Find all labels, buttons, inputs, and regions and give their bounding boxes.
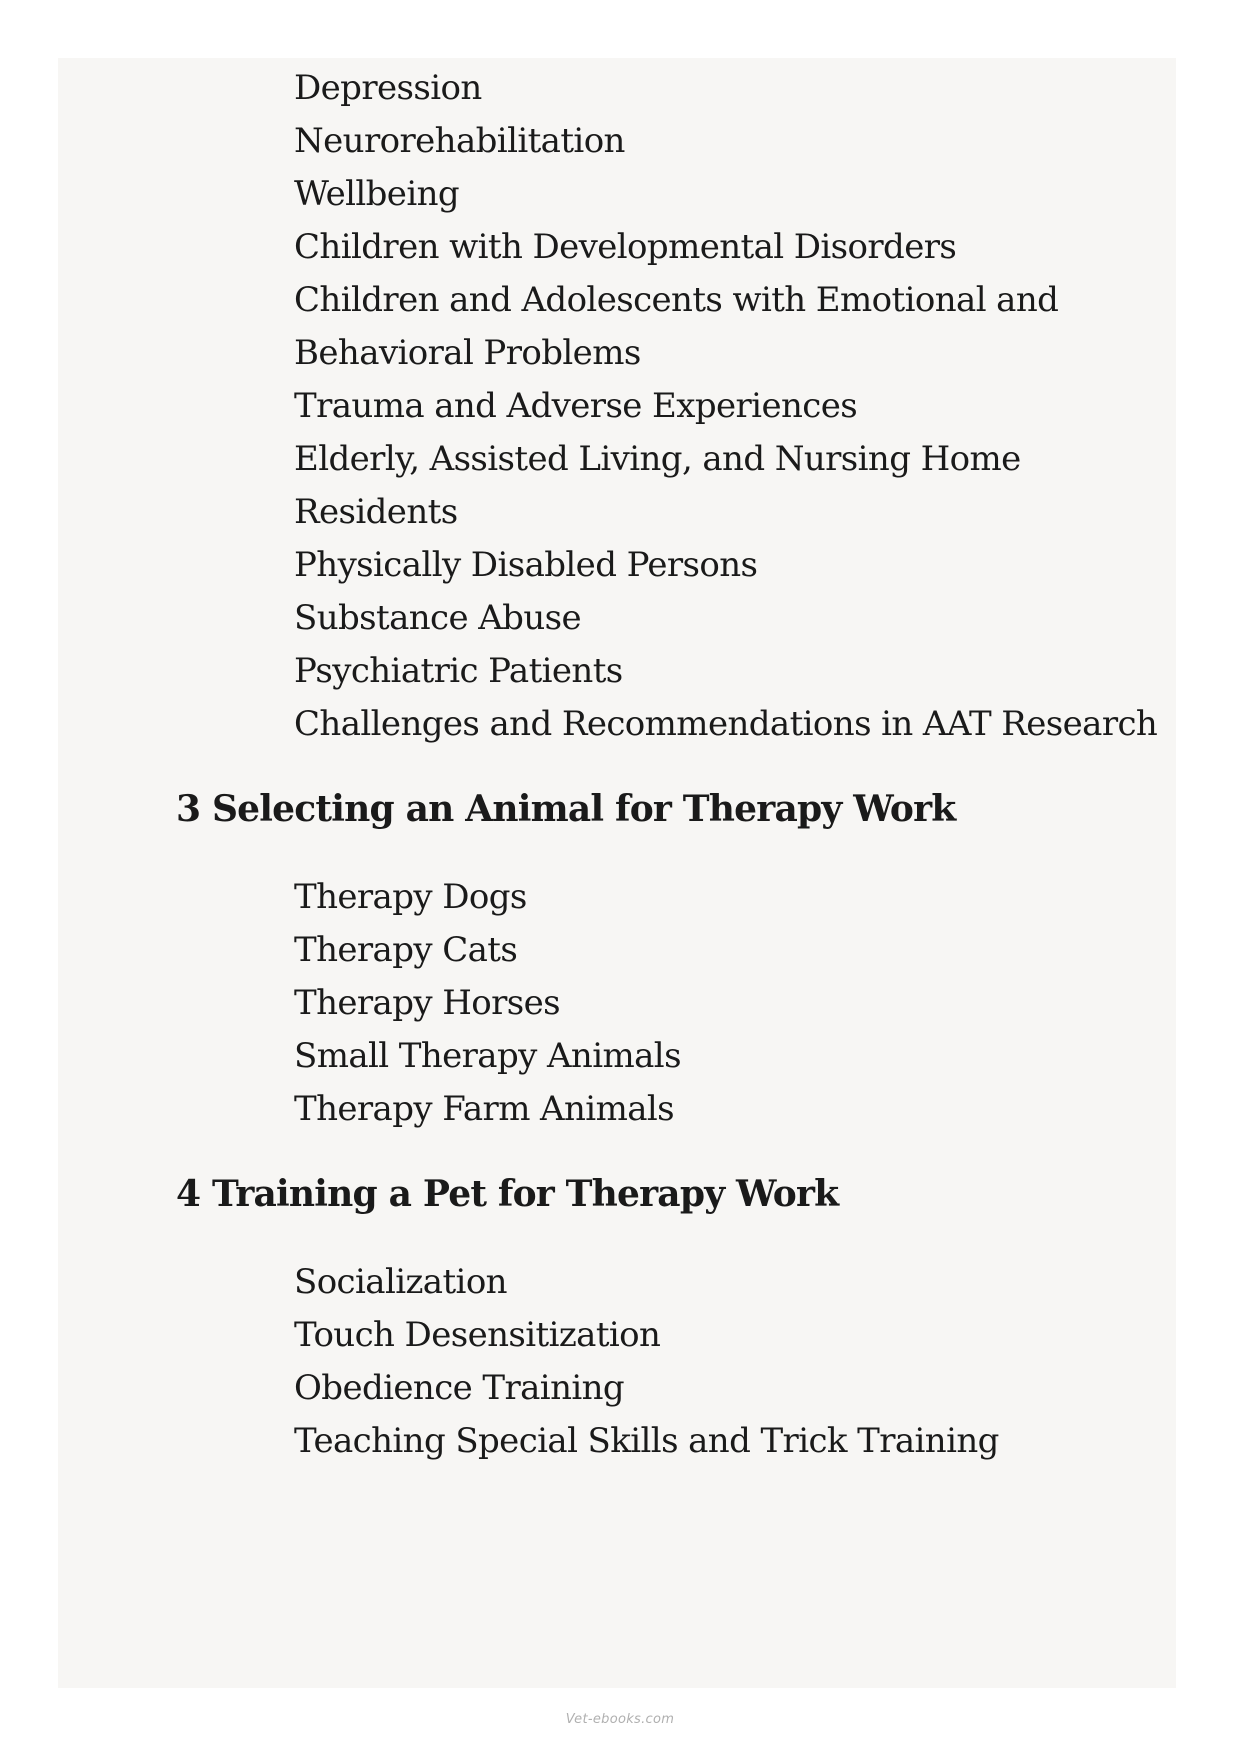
watermark-logo: Vet-ebooks.com [565, 1712, 675, 1727]
toc-entry: Substance Abuse [294, 598, 581, 638]
table-of-contents [58, 58, 1176, 1688]
toc-entry: Touch Desensitization [294, 1315, 661, 1355]
toc-entry: Neurorehabilitation [294, 121, 625, 161]
toc-entry: Challenges and Recommendations in AAT Research [294, 704, 1158, 744]
toc-entry: Children with Developmental Disorders [294, 227, 957, 267]
toc-entry-continued: Behavioral Problems [294, 333, 641, 373]
toc-entry: Teaching Special Skills and Trick Training [294, 1421, 999, 1461]
chapter-heading-3: 3 Selecting an Animal for Therapy Work [176, 788, 956, 830]
document-page [58, 58, 1176, 1688]
toc-entry: Obedience Training [294, 1368, 625, 1408]
toc-entry: Wellbeing [294, 174, 460, 214]
toc-entry: Psychiatric Patients [294, 651, 623, 691]
toc-entry: Therapy Farm Animals [294, 1089, 675, 1129]
toc-entry: Small Therapy Animals [294, 1036, 681, 1076]
toc-entry: Elderly, Assisted Living, and Nursing Home [294, 439, 1021, 479]
toc-entry: Depression [294, 68, 482, 108]
toc-entry: Children and Adolescents with Emotional and [294, 280, 1059, 320]
toc-entry-continued: Residents [294, 492, 458, 532]
toc-entry: Socialization [294, 1262, 507, 1302]
toc-entry: Therapy Horses [294, 983, 560, 1023]
chapter-heading-4: 4 Training a Pet for Therapy Work [176, 1173, 839, 1215]
toc-entry: Physically Disabled Persons [294, 545, 758, 585]
toc-entry: Trauma and Adverse Experiences [294, 386, 858, 426]
toc-entry: Therapy Dogs [294, 877, 527, 917]
toc-entry: Therapy Cats [294, 930, 518, 970]
